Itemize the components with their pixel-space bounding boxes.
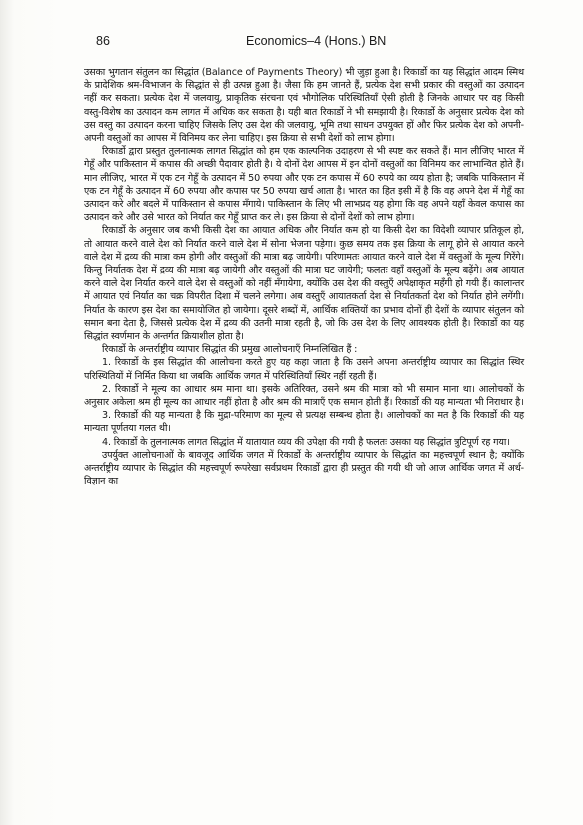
paragraph: उसका भुगतान संतुलन का सिद्धांत (Balance of Payments Theory) भी जुड़ा हुआ है। रिकार्डो का यह सिद्धांत आदम स्मिथ के प्रादेशिक श्रम-विभाजन के सिद्धांत से ही उत्पन्न हुआ है। जैसा कि हम जानते हैं, प्रत्येक देश सभी प्रकार की वस्तुओं का उत्पादन नहीं कर सकता। प्रत्येक देश में जलवायु, प्राकृतिक संरचना एवं भौगोलिक परिस्थितियाँ ऐसी होती है जिनके आधार पर वह किसी वस्तु-विशेष का उत्पादन कम लागत में अधिक कर सकता है। यही बात रिकार्डो ने भी समझायी है। रिकार्डो के अनुसार प्रत्येक देश को उस वस्तु का उत्पादन करना चाहिए जिसके लिए उस देश की जलवायु, भूमि तथा साधन उपयुक्त हों और फिर प्रत्येक देश को अपनी-अपनी वस्तुओं का आपस में विनिमय कर लेना चाहिए। इस क्रिया से सभी देशों को लाभ होगा। (84, 67, 524, 145)
page-number: 86 (96, 34, 110, 48)
running-title: Economics–4 (Hons.) BN (246, 34, 387, 48)
criticism-item: 4. रिकार्डो के तुलनात्मक लागत सिद्धांत में यातायात व्यय की उपेक्षा की गयी है फलतः उसका यह सिद्धांत त्रुटिपूर्ण रह गया। (102, 436, 510, 448)
paragraph: रिकार्डो के अनुसार जब कभी किसी देश का आयात अधिक और निर्यात कम हो या किसी देश का विदेशी व्यापार प्रतिकूल हो, तो आयात करने वाले देश को निर्यात करने वाले देश में सोना भेजना पड़ेगा। कुछ समय तक इस क्रिया के लागू होने से आयात करने वाले देश में द्रव्य की मात्रा कम होगी और वस्तुओं की मात्रा बढ़ जायेगी। परिणामतः आयात करने वाले देश में वस्तुओं के मूल्य गिरेंगे। किन्तु निर्यातक देश में द्रव्य की मात्रा बढ़ जायेगी और वस्तुओं की मात्रा घट जायेगी; फलतः वहाँ वस्तुओं के मूल्य बढ़ेंगे। अब आयात करने वाले देश निर्यात करने वाले देश से वस्तुओं को नहीं मँगायेगा, क्योंकि उस देश की वस्तुएँ अपेक्षाकृत महँगी हो गयी हैं। कालान्तर में आयात एवं निर्यात का चक्र विपरीत दिशा में चलने लगेगा। अब वस्तुएँ आयातकर्ता देश से निर्यातकर्ता देश को निर्यात होने लगेंगी। निर्यात के कारण इस देश का समायोजित हो जायेगा। दूसरे शब्दों में, आर्थिक शक्तियों का प्रभाव दोनों ही देशों के व्यापार संतुलन को समान बना देता है, जिससे प्रत्येक देश में द्रव्य की उतनी मात्रा रहती है, जो कि उस देश के लिए आवश्यक होती है। रिकार्डो का यह सिद्धांत स्वर्णमान के अन्तर्गत क्रियाशील होता है। (84, 225, 524, 343)
page-header (96, 34, 543, 56)
paragraph: उपर्युक्त आलोचनाओं के बावजूद आर्थिक जगत में रिकार्डो के अन्तर्राष्ट्रीय व्यापार के सिद्धांत का महत्त्वपूर्ण स्थान है; क्योंकि अन्तर्राष्ट्रीय व्यापार के सिद्धांत की महत्त्वपूर्ण रूपरेखा सर्वप्रथम रिकार्डो द्वारा ही प्रस्तुत की गयी थी जो आज आर्थिक जगत में अर्थ-विज्ञान का (84, 449, 524, 488)
criticism-item: 1. रिकार्डो के इस सिद्धांत की आलोचना करते हुए यह कहा जाता है कि उसने अपना अन्तर्राष्ट्रीय व्यापार का सिद्धांत स्थिर परिस्थितियों में निर्मित किया था जबकि आर्थिक जगत में परिस्थितियाँ स्थिर नहीं रहती हैं। (84, 357, 524, 382)
paragraph: रिकार्डो द्वारा प्रस्तुत तुलनात्मक लागत सिद्धांत को हम एक काल्पनिक उदाहरण से भी स्पष्ट कर सकते हैं। मान लीजिए भारत में गेहूँ और पाकिस्तान में कपास की अच्छी पैदावार होती है। ये दोनों देश आपस में इन दोनों वस्तुओं का विनिमय कर लाभान्वित होते हैं। मान लीजिए, भारत में एक टन गेहूँ के उत्पादन में 50 रुपया और एक टन कपास में 60 रुपये का व्यय होता है; जबकि पाकिस्तान में एक टन गेहूँ के उत्पादन में 60 रुपया और कपास पर 50 रुपया खर्च आता है। भारत का हित इसी में है कि वह अपने देश में गेहूँ का उत्पादन करे और बदले में पाकिस्तान से कपास मँगाये। पाकिस्तान के लिए भी लाभप्रद यह होगा कि वह अपने यहाँ केवल कपास का उत्पादन करे और उसे भारत को निर्यात कर गेहूँ प्राप्त कर ले। इस क्रिया से दोनों देशों को लाभ होगा। (84, 146, 524, 224)
page-body (84, 66, 524, 489)
criticism-item: 3. रिकार्डो की यह मान्यता है कि मुद्रा-परिमाण का मूल्य से प्रत्यक्ष सम्बन्ध होता है। आलोचकों का मत है कि रिकार्डो की यह मान्यता पूर्णतया गलत थी। (84, 410, 524, 435)
criticism-item: 2. रिकार्डो ने मूल्य का आधार श्रम माना था। इसके अतिरिक्त, उसने श्रम की मात्रा को भी समान माना था। आलोचकों के अनुसार अकेला श्रम ही मूल्य का आधार नहीं होता है और श्रम की मात्राएँ एक समान होती हैं। रिकार्डो की यह मान्यता भी निराधार है। (84, 383, 524, 409)
criticism-intro: रिकार्डो के अन्तर्राष्ट्रीय व्यापार सिद्धांत की प्रमुख आलोचनाएँ निम्नलिखित हैं : (102, 344, 358, 356)
